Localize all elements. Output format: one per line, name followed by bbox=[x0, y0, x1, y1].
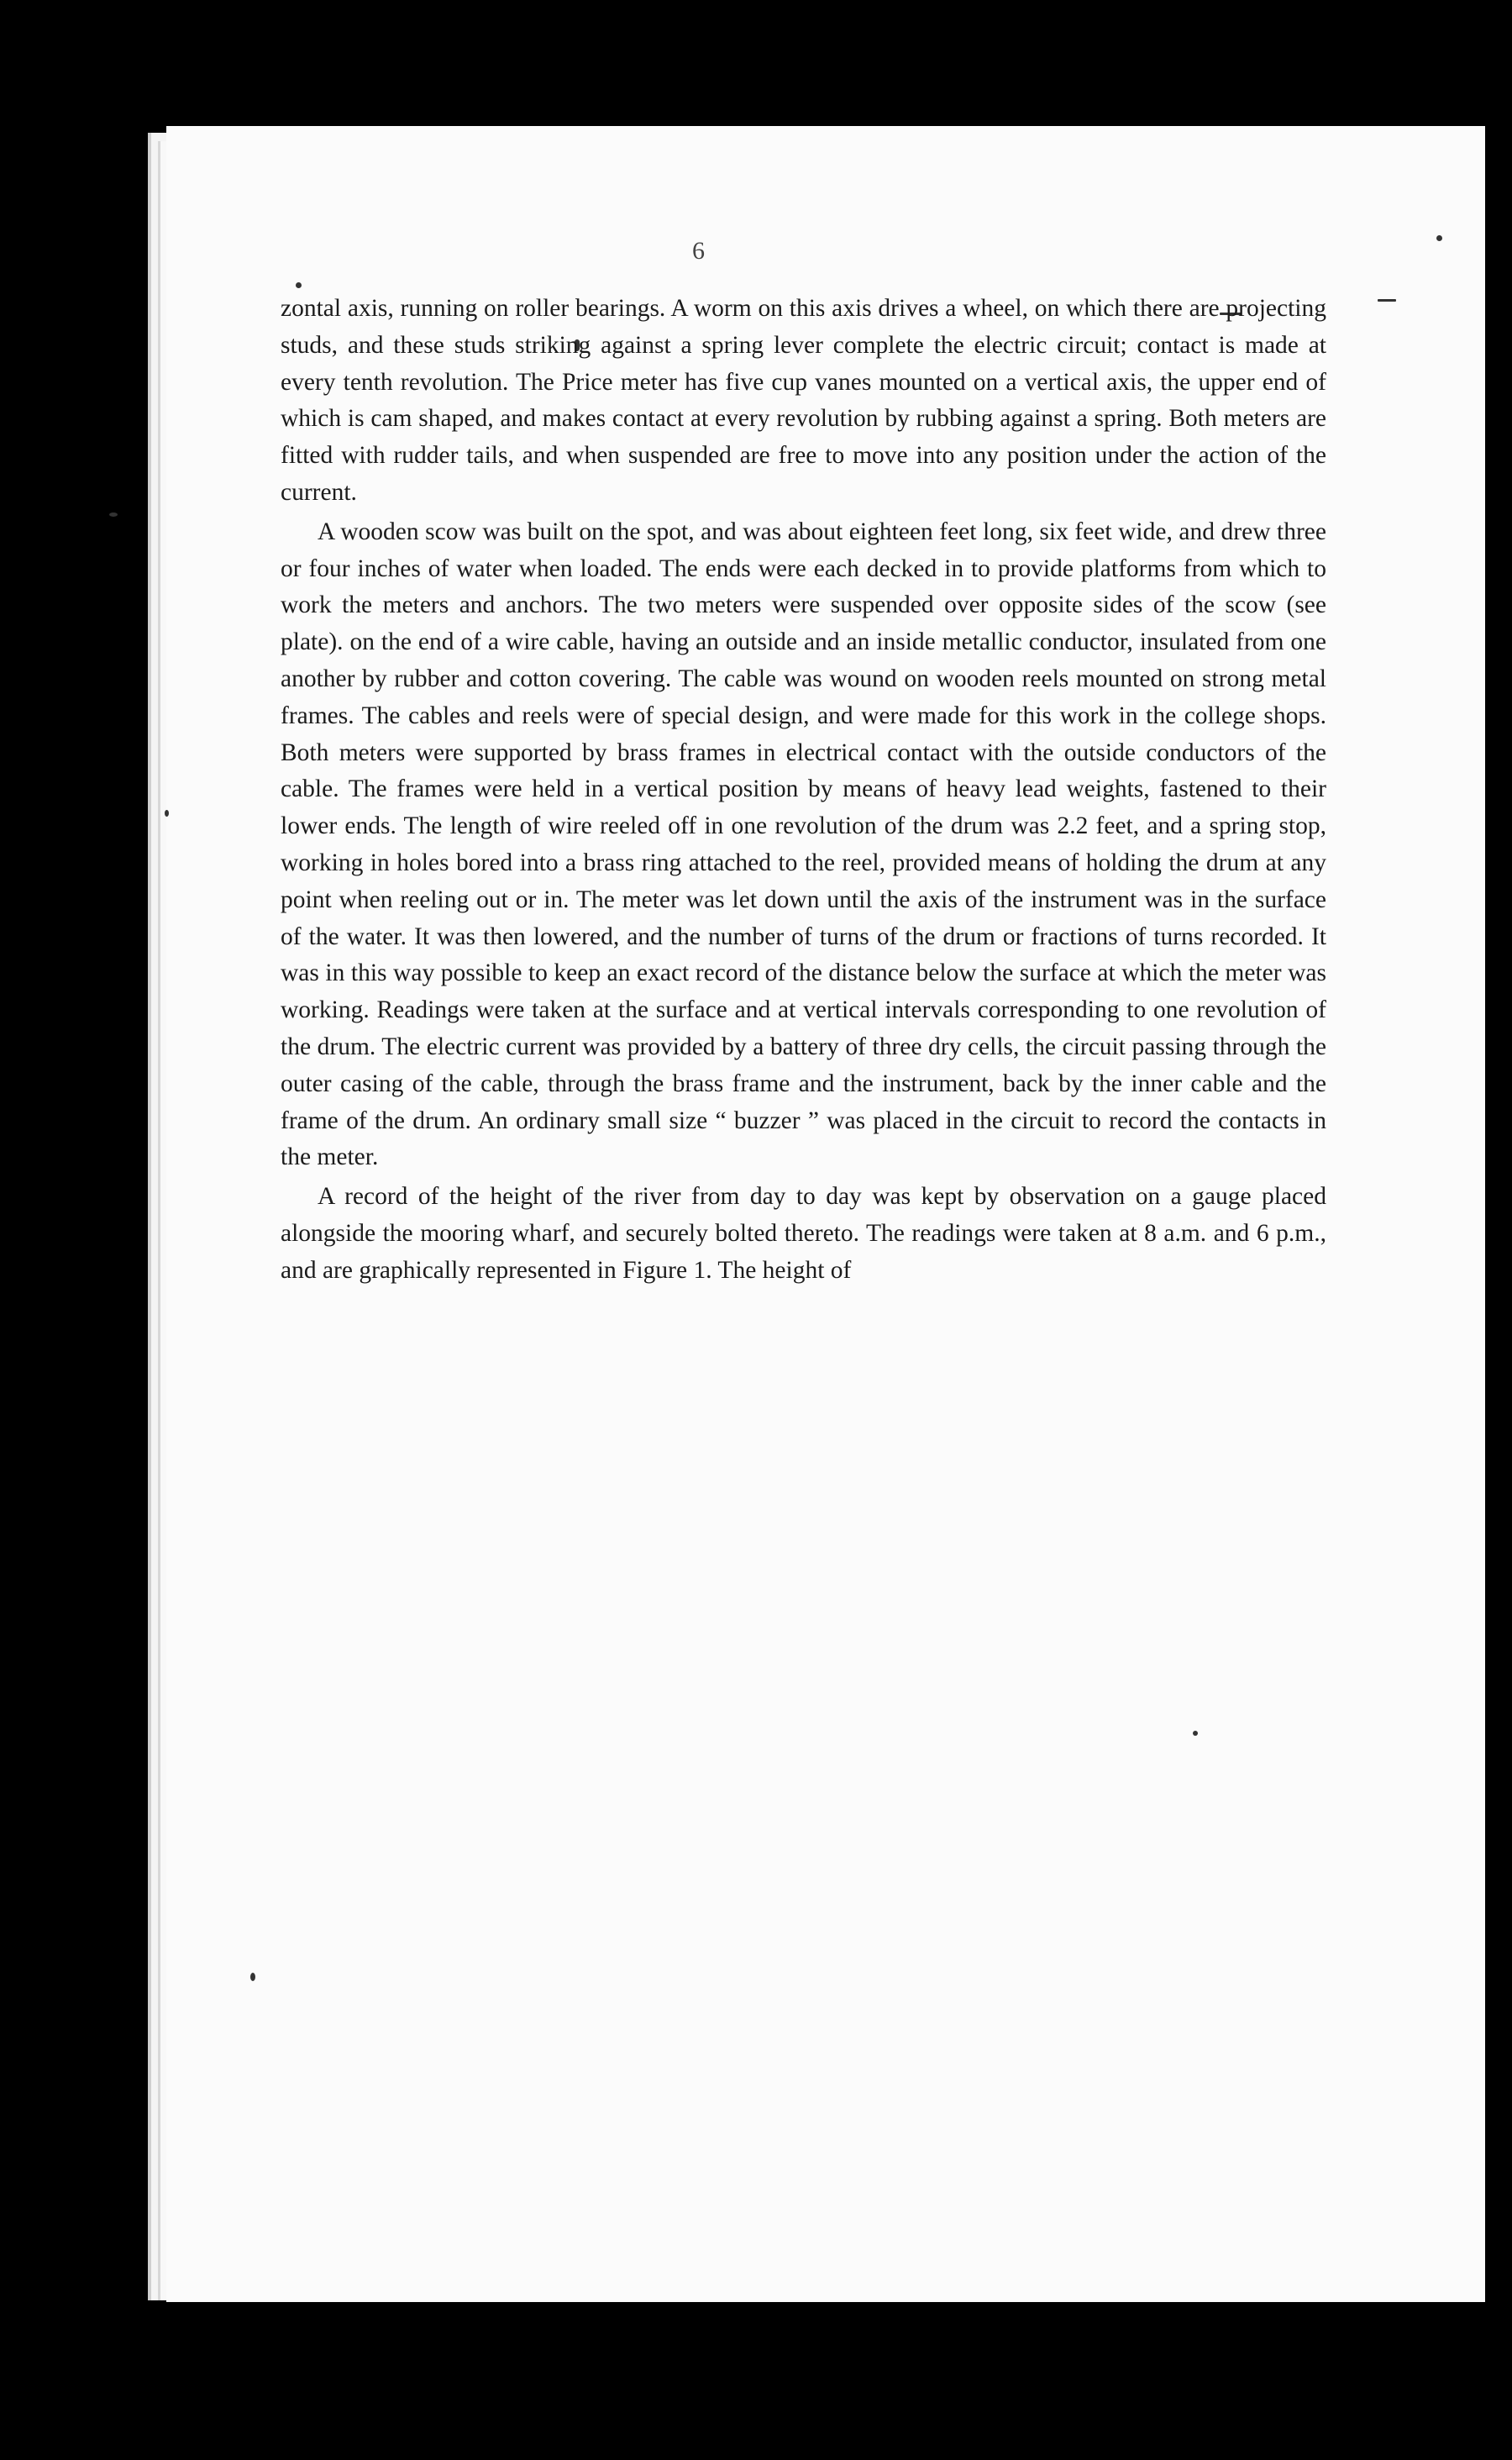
paragraph: zontal axis, running on roller bearings. A worm on this axis drives a wheel, on which there are projecting studs, and these studs striking against a spring lever complete the electric circuit; contact is made at every tenth revolution. The Price meter has five cup vanes mounted on a vertical axis, the upper end of which is cam shaped, and makes contact at every revolution by rubbing against a spring. Both meters are fitted with rudder tails, and when suspended are free to move into any position under the action of the current. bbox=[281, 295, 1326, 506]
page-number: 6 bbox=[692, 237, 705, 265]
paragraph: A wooden scow was built on the spot, and was about eighteen feet long, six feet wide, and drew three or four inches of water when loaded. The ends were each decked in to provide platforms from which to work the meters and anchors. The two meters were suspended over opposite sides of the scow (see plate). on the end of a wire cable, having an outside and an inside metallic conductor, insulated from one another by rubber and cotton covering. The cable was wound on wooden reels mounted on strong metal frames. The cables and reels were of special design, and were made for this work in the college shops. Both meters were supported by brass frames in electrical contact with the outside conductors of the cable. The frames were held in a vertical position by means of heavy lead weights, fastened to their lower ends. The length of wire reeled off in one revolution of the drum was 2.2 feet, and a spring stop, working in holes bored into a brass ring attached to the reel, provided means of holding the drum at any point when reeling out or in. The meter was let down until the axis of the instrument was in the surface of the water. It was then lowered, and the number of turns of the drum or fractions of turns recorded. It was in this way possible to keep an exact record of the distance below the surface at which the meter was working. Readings were taken at the surface and at vertical intervals corresponding to one revolution of the drum. The electric current was provided by a battery of three dry cells, the circuit passing through the outer casing of the cable, through the brass frame and the instrument, back by the inner cable and the frame of the drum. An ordinary small size “ buzzer ” was placed in the circuit to record the contacts in the meter. bbox=[281, 518, 1326, 1171]
dust-speck bbox=[296, 282, 302, 288]
paragraph: A record of the height of the river from day to day was kept by observation on a gauge placed alongside the mooring wharf, and securely bolted thereto. The readings were taken at 8 a.m. and 6 p.m., and are graphically represented in Figure 1. The height of bbox=[281, 1183, 1326, 1284]
body-text bbox=[281, 291, 1326, 1290]
dust-speck bbox=[1193, 1731, 1198, 1736]
dust-speck bbox=[109, 512, 118, 517]
dust-speck bbox=[165, 810, 169, 817]
dust-speck bbox=[250, 1973, 255, 1981]
dust-speck bbox=[1378, 299, 1396, 302]
dust-speck bbox=[1436, 235, 1442, 241]
